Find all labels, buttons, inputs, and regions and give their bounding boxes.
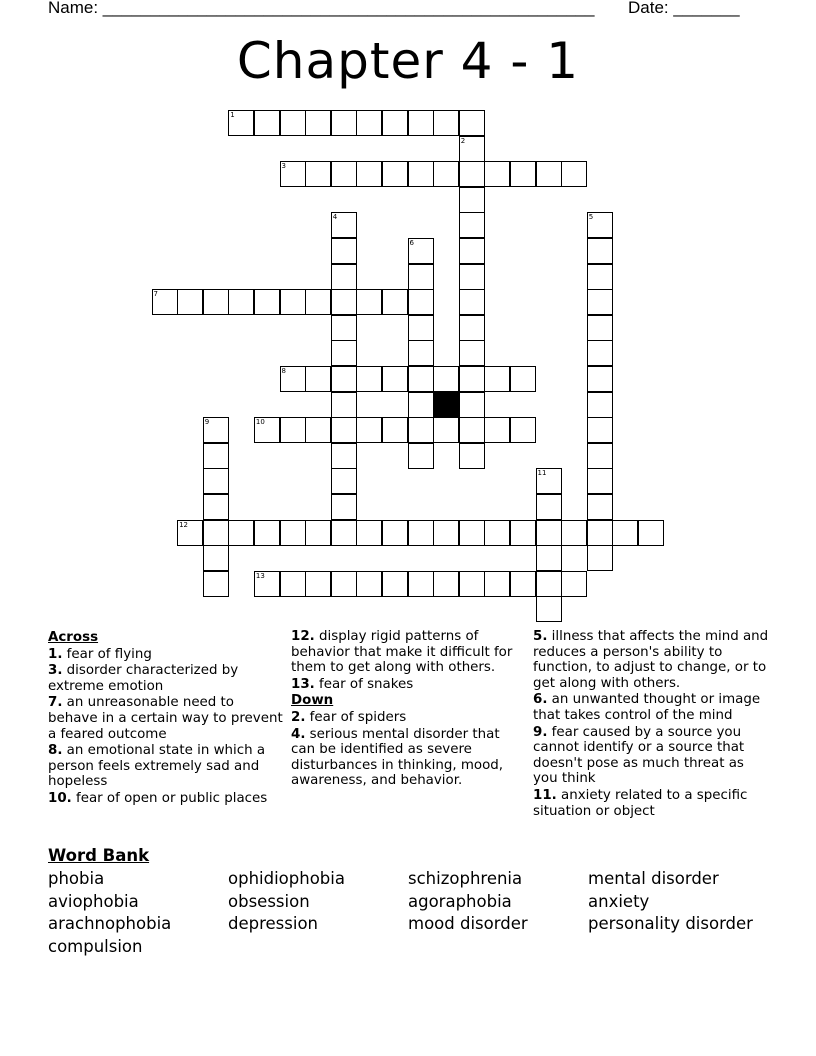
crossword-cell[interactable] [203, 571, 229, 597]
crossword-cell[interactable] [484, 417, 510, 443]
crossword-cell[interactable] [280, 161, 306, 187]
crossword-cell[interactable] [356, 161, 382, 187]
crossword-cell[interactable] [408, 161, 434, 187]
crossword-cell[interactable] [536, 596, 562, 622]
crossword-cell[interactable] [459, 212, 485, 238]
crossword-cell[interactable] [305, 520, 331, 546]
crossword-cell[interactable] [280, 520, 306, 546]
clue-number: 8 [281, 367, 286, 375]
word-bank-item: schizophrenia [408, 869, 523, 888]
crossword-cell[interactable] [587, 494, 613, 520]
crossword-cell[interactable] [536, 571, 562, 597]
crossword-cell[interactable] [459, 187, 485, 213]
crossword-cell[interactable] [331, 110, 357, 136]
crossword-cell[interactable] [203, 289, 229, 315]
word-bank-item: mental disorder [588, 869, 719, 888]
word-bank-item: arachnophobia [48, 914, 172, 933]
crossword-cell[interactable] [203, 417, 229, 443]
word-bank-item: compulsion [48, 936, 143, 956]
crossword-cell[interactable] [459, 161, 485, 187]
crossword-cell[interactable] [331, 264, 357, 290]
clue-number: 11 [537, 469, 547, 478]
across-heading: Across [48, 630, 99, 645]
crossword-cell[interactable] [459, 340, 485, 366]
word-bank-title: Word Bank [48, 846, 150, 865]
crossword-block-cell [433, 392, 459, 418]
word-bank [48, 868, 788, 958]
crossword-cell[interactable] [536, 161, 562, 187]
crossword-cell[interactable] [536, 520, 562, 546]
crossword-cell[interactable] [305, 161, 331, 187]
crossword-cell[interactable] [408, 315, 434, 341]
crossword-cell[interactable] [203, 545, 229, 571]
crossword-cell[interactable] [510, 366, 536, 392]
crossword-cell[interactable] [587, 238, 613, 264]
crossword-cell[interactable] [408, 366, 434, 392]
crossword-cell[interactable] [459, 264, 485, 290]
word-bank-item: aviophobia [48, 891, 139, 911]
crossword-cell[interactable] [331, 417, 357, 443]
crossword-cell[interactable] [203, 443, 229, 469]
clue-number: 12 [179, 520, 189, 529]
crossword-cell[interactable] [408, 238, 434, 264]
crossword-cell[interactable] [382, 366, 408, 392]
crossword-cell[interactable] [433, 366, 459, 392]
crossword-cell[interactable] [459, 238, 485, 264]
crossword-cell[interactable] [331, 366, 357, 392]
clue-number: 5 [588, 213, 594, 222]
crossword-cell[interactable] [433, 520, 459, 546]
crossword-cell[interactable] [587, 545, 613, 571]
crossword-cell[interactable] [536, 494, 562, 520]
clue-number: 13 [255, 571, 265, 580]
crossword-cell[interactable] [587, 392, 613, 418]
word-bank-item: personality disorder [588, 914, 753, 933]
crossword-cell[interactable] [612, 520, 638, 546]
crossword-cell[interactable] [356, 417, 382, 443]
crossword-cell[interactable] [561, 161, 587, 187]
crossword-cell[interactable] [177, 289, 203, 315]
clue-across-13: 13. fear of snakes [291, 676, 414, 692]
crossword-cell[interactable] [203, 468, 229, 494]
clues-column-3 [533, 629, 769, 820]
crossword-cell[interactable] [331, 315, 357, 341]
crossword-cell[interactable] [203, 494, 229, 520]
crossword-cell[interactable] [587, 264, 613, 290]
clue-down-11: 11. anxiety related to a specific situation or object [533, 787, 748, 819]
crossword-cell[interactable] [331, 468, 357, 494]
crossword-cell[interactable] [331, 571, 357, 597]
crossword-cell[interactable] [331, 340, 357, 366]
clue-number: 6 [409, 239, 414, 247]
crossword-cell[interactable] [408, 264, 434, 290]
crossword-cell[interactable] [408, 417, 434, 443]
word-bank-item: mood disorder [408, 914, 528, 933]
clue-down-9: 9. fear caused by a source you cannot identify or a source that doesn't pose as much threat as you think [533, 724, 745, 787]
crossword-cell[interactable] [203, 520, 229, 546]
crossword-cell[interactable] [254, 520, 280, 546]
crossword-cell[interactable] [331, 289, 357, 315]
clue-across-7: 7. an unreasonable need to behave in a certain way to prevent a feared outcome [48, 695, 283, 742]
crossword-cell[interactable] [510, 520, 536, 546]
word-bank-item: depression [228, 914, 319, 933]
clue-across-10: 10. fear of open or public places [48, 790, 268, 806]
crossword-cell[interactable] [408, 443, 434, 469]
crossword-cell[interactable] [587, 366, 613, 392]
crossword-cell[interactable] [382, 161, 408, 187]
crossword-cell[interactable] [459, 110, 485, 136]
crossword-cell[interactable] [484, 161, 510, 187]
crossword-cell[interactable] [228, 110, 254, 136]
down-heading: Down [291, 693, 334, 709]
word-bank-item: phobia [48, 869, 105, 888]
crossword-cell[interactable] [382, 520, 408, 546]
crossword-cell[interactable] [510, 417, 536, 443]
crossword-cell[interactable] [382, 110, 408, 136]
crossword-cell[interactable] [280, 110, 306, 136]
clue-number: 4 [332, 213, 338, 222]
crossword-cell[interactable] [408, 520, 434, 546]
crossword-cell[interactable] [280, 366, 306, 392]
crossword-cell[interactable] [152, 289, 178, 315]
crossword-cell[interactable] [459, 443, 485, 469]
crossword-cell[interactable] [459, 366, 485, 392]
crossword-cell[interactable] [433, 417, 459, 443]
clue-across-8: 8. an emotional state in which a person feels extremely sad and hopeless [48, 743, 266, 790]
crossword-cell[interactable] [254, 289, 280, 315]
crossword-cell[interactable] [280, 571, 306, 597]
crossword-cell[interactable] [587, 340, 613, 366]
crossword-cell[interactable] [459, 520, 485, 546]
crossword-cell[interactable] [356, 289, 382, 315]
crossword-cell[interactable] [305, 289, 331, 315]
crossword-cell[interactable] [305, 417, 331, 443]
crossword-cell[interactable] [331, 520, 357, 546]
clue-across-12: 12. display rigid patterns of behavior that make it difficult for them to get along with others. [291, 629, 513, 676]
crossword-cell[interactable] [254, 110, 280, 136]
crossword-cell[interactable] [408, 289, 434, 315]
crossword-cell[interactable] [408, 571, 434, 597]
crossword-cell[interactable] [536, 468, 562, 494]
crossword-cell[interactable] [254, 571, 280, 597]
word-bank-item: agoraphobia [408, 891, 512, 911]
crossword-cell[interactable] [433, 571, 459, 597]
crossword-cell[interactable] [305, 110, 331, 136]
clue-number: 3 [281, 162, 286, 171]
word-bank-item: obsession [228, 891, 310, 911]
crossword-cell[interactable] [484, 571, 510, 597]
clue-number: 10 [255, 418, 265, 427]
crossword-cell[interactable] [305, 366, 331, 392]
crossword-cell[interactable] [228, 520, 254, 546]
crossword-cell[interactable] [459, 289, 485, 315]
clue-number: 1 [230, 111, 235, 119]
crossword-cell[interactable] [228, 289, 254, 315]
crossword-cell[interactable] [561, 571, 587, 597]
crossword-cell[interactable] [331, 212, 357, 238]
crossword-cell[interactable] [356, 571, 382, 597]
crossword-cell[interactable] [484, 366, 510, 392]
crossword-cell[interactable] [587, 417, 613, 443]
crossword-cell[interactable] [587, 520, 613, 546]
crossword-cell[interactable] [280, 289, 306, 315]
crossword-cell[interactable] [510, 571, 536, 597]
crossword-cell[interactable] [459, 417, 485, 443]
word-bank-item: ophidiophobia [228, 869, 345, 888]
crossword-cell[interactable] [587, 212, 613, 238]
clue-down-4: 4. serious mental disorder that can be identified as severe disturbances in thinking, mood, awareness, and behavior. [291, 726, 504, 789]
crossword-cell[interactable] [408, 340, 434, 366]
crossword-cell[interactable] [331, 161, 357, 187]
crossword-cell[interactable] [305, 571, 331, 597]
clue-number: 9 [204, 418, 210, 427]
crossword-cell[interactable] [177, 520, 203, 546]
crossword-cell[interactable] [484, 520, 510, 546]
crossword-cell[interactable] [433, 110, 459, 136]
crossword-cell[interactable] [331, 392, 357, 418]
clue-number: 7 [153, 290, 158, 299]
crossword-cell[interactable] [408, 392, 434, 418]
date-field-label: Date: _______ [628, 0, 740, 17]
clue-number: 2 [460, 136, 466, 145]
crossword-cell[interactable] [356, 520, 382, 546]
crossword-cell[interactable] [587, 443, 613, 469]
crossword-cell[interactable] [356, 366, 382, 392]
clues-column-1 [48, 629, 284, 808]
clues-column-2 [291, 629, 521, 790]
crossword-cell[interactable] [356, 110, 382, 136]
word-bank-item: anxiety [588, 891, 650, 911]
crossword-cell[interactable] [459, 392, 485, 418]
name-field-label: Name: ____________________________________________________ [48, 0, 595, 17]
crossword-cell[interactable] [331, 443, 357, 469]
crossword-cell[interactable] [459, 571, 485, 597]
crossword-cell[interactable] [561, 520, 587, 546]
clue-down-6: 6. an unwanted thought or image that takes control of the mind [533, 692, 761, 723]
clue-down-5: 5. illness that affects the mind and reduces a person's ability to function, to adjust to change, or to get along with others. [533, 629, 769, 691]
crossword-cell[interactable] [536, 545, 562, 571]
crossword-cell[interactable] [638, 520, 664, 546]
crossword-cell[interactable] [587, 468, 613, 494]
crossword-cell[interactable] [280, 417, 306, 443]
crossword-cell[interactable] [382, 571, 408, 597]
clue-across-1: 1. fear of flying [48, 646, 152, 662]
clue-down-2: 2. fear of spiders [291, 709, 407, 725]
crossword-cell[interactable] [408, 110, 434, 136]
crossword-cell[interactable] [382, 289, 408, 315]
crossword-cell[interactable] [382, 417, 408, 443]
crossword-cell[interactable] [459, 136, 485, 162]
crossword-cell[interactable] [331, 238, 357, 264]
crossword-cell[interactable] [510, 161, 536, 187]
clue-across-3: 3. disorder characterized by extreme emotion [48, 663, 239, 694]
page-title: Chapter 4 - 1 [236, 32, 580, 90]
crossword-cell[interactable] [331, 494, 357, 520]
crossword-cell[interactable] [459, 315, 485, 341]
crossword-cell[interactable] [587, 315, 613, 341]
crossword-cell[interactable] [254, 417, 280, 443]
crossword-cell[interactable] [587, 289, 613, 315]
crossword-cell[interactable] [433, 161, 459, 187]
